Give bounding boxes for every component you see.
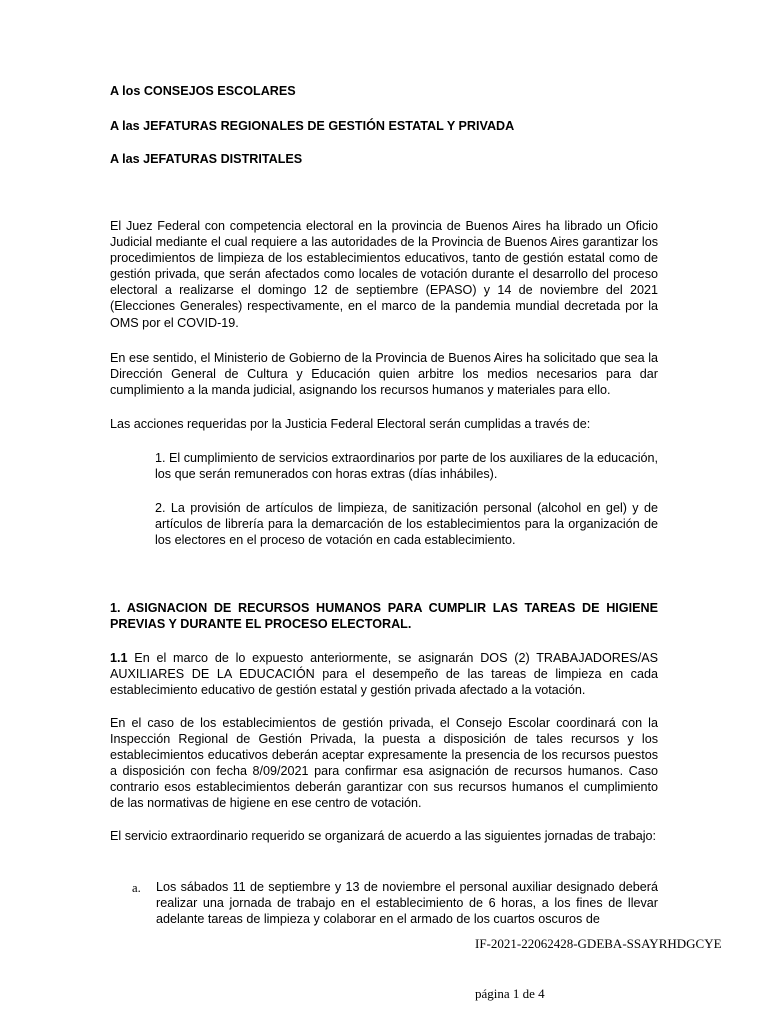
- document-id: IF-2021-22062428-GDEBA-SSAYRHDGCYE: [475, 936, 722, 951]
- recipient-jefaturas-distritales: A las JEFATURAS DISTRITALES: [110, 152, 303, 166]
- section-1-heading: 1. ASIGNACION DE RECURSOS HUMANOS PARA CUMPLIR LAS TAREAS DE HIGIENE PREVIAS Y DURANTE EL PROCESO ELECTORAL.: [110, 601, 658, 632]
- paragraph-1-1-number: 1.1: [110, 651, 128, 665]
- paragraph-service: El servicio extraordinario requerido se organizará de acuerdo a las siguientes jornadas de trabajo:: [110, 829, 657, 843]
- paragraph-private-management: En el caso de los establecimientos de gestión privada, el Consejo Escolar coordinará con la Inspección Regional de Gestión Privada, la puesta a disposición de tales recursos y los establecimientos educativos deberán aceptar expresamente la presencia de los recursos puestos a disposición con fecha 8/09/2021 para confirmar esa asignación de recursos humanos. Caso contrario esos establecimientos deberán garantizar con sus recursos humanos el cumplimiento de las normativas de higiene en ese centro de votación.: [110, 716, 658, 811]
- recipient-jefaturas-regionales: A las JEFATURAS REGIONALES DE GESTIÓN ESTATAL Y PRIVADA: [110, 119, 515, 133]
- intro-paragraph-3: Las acciones requeridas por la Justicia Federal Electoral serán cumplidas a través de:: [110, 417, 591, 431]
- intro-paragraph-1: El Juez Federal con competencia electoral en la provincia de Buenos Aires ha librado un Oficio Judicial mediante el cual requiere a las autoridades de la Provincia de Buenos Aires garantizar los procedimientos de limpieza de los establecimientos educativos, tanto de gestión estatal como de gestión privada, que serán afectados como locales de votación durante el desarrollo del proceso electoral a realizarse el domingo 12 de septiembre (EPASO) y 14 de noviembre del 2021 (Elecciones Generales) respectivamente, en el marco de la pandemia mundial decretada por la OMS por el COVID-19.: [110, 219, 658, 330]
- intro-paragraph-2: En ese sentido, el Ministerio de Gobierno de la Provincia de Buenos Aires ha solicitado que sea la Dirección General de Cultura y Educación quien arbitre los medios necesarios para dar cumplimiento a la manda judicial, asignando los recursos humanos y materiales para ello.: [110, 351, 658, 398]
- recipient-consejos: A los CONSEJOS ESCOLARES: [110, 84, 296, 98]
- action-item-1: 1. El cumplimiento de servicios extraordinarios por parte de los auxiliares de la educación, los que serán remunerados con horas extras (días inhábiles).: [155, 451, 658, 482]
- paragraph-1-1: [110, 650, 658, 698]
- paragraph-1-1-text: En el marco de lo expuesto anteriormente, se asignarán DOS (2) TRABAJADORES/AS AUXILIARES DE LA EDUCACIÓN para el desempeño de las tareas de limpieza en cada establecimiento educativo de gestión estatal y gestión privada afectado a la votación.: [110, 651, 658, 698]
- action-item-2: 2. La provisión de artículos de limpieza, de sanitización personal (alcohol en gel) y de artículos de librería para la demarcación de los establecimientos para la organización de los electores en el proceso de votación en cada establecimiento.: [155, 501, 658, 548]
- page-number: página 1 de 4: [475, 986, 545, 1001]
- list-item-a-marker: a.: [132, 881, 141, 895]
- list-item-a: Los sábados 11 de septiembre y 13 de noviembre el personal auxiliar designado deberá realizar una jornada de trabajo en el establecimiento de 6 horas, a los fines de llevar adelante tareas de limpieza y colaborar en el armado de los cuartos oscuros de: [156, 880, 658, 926]
